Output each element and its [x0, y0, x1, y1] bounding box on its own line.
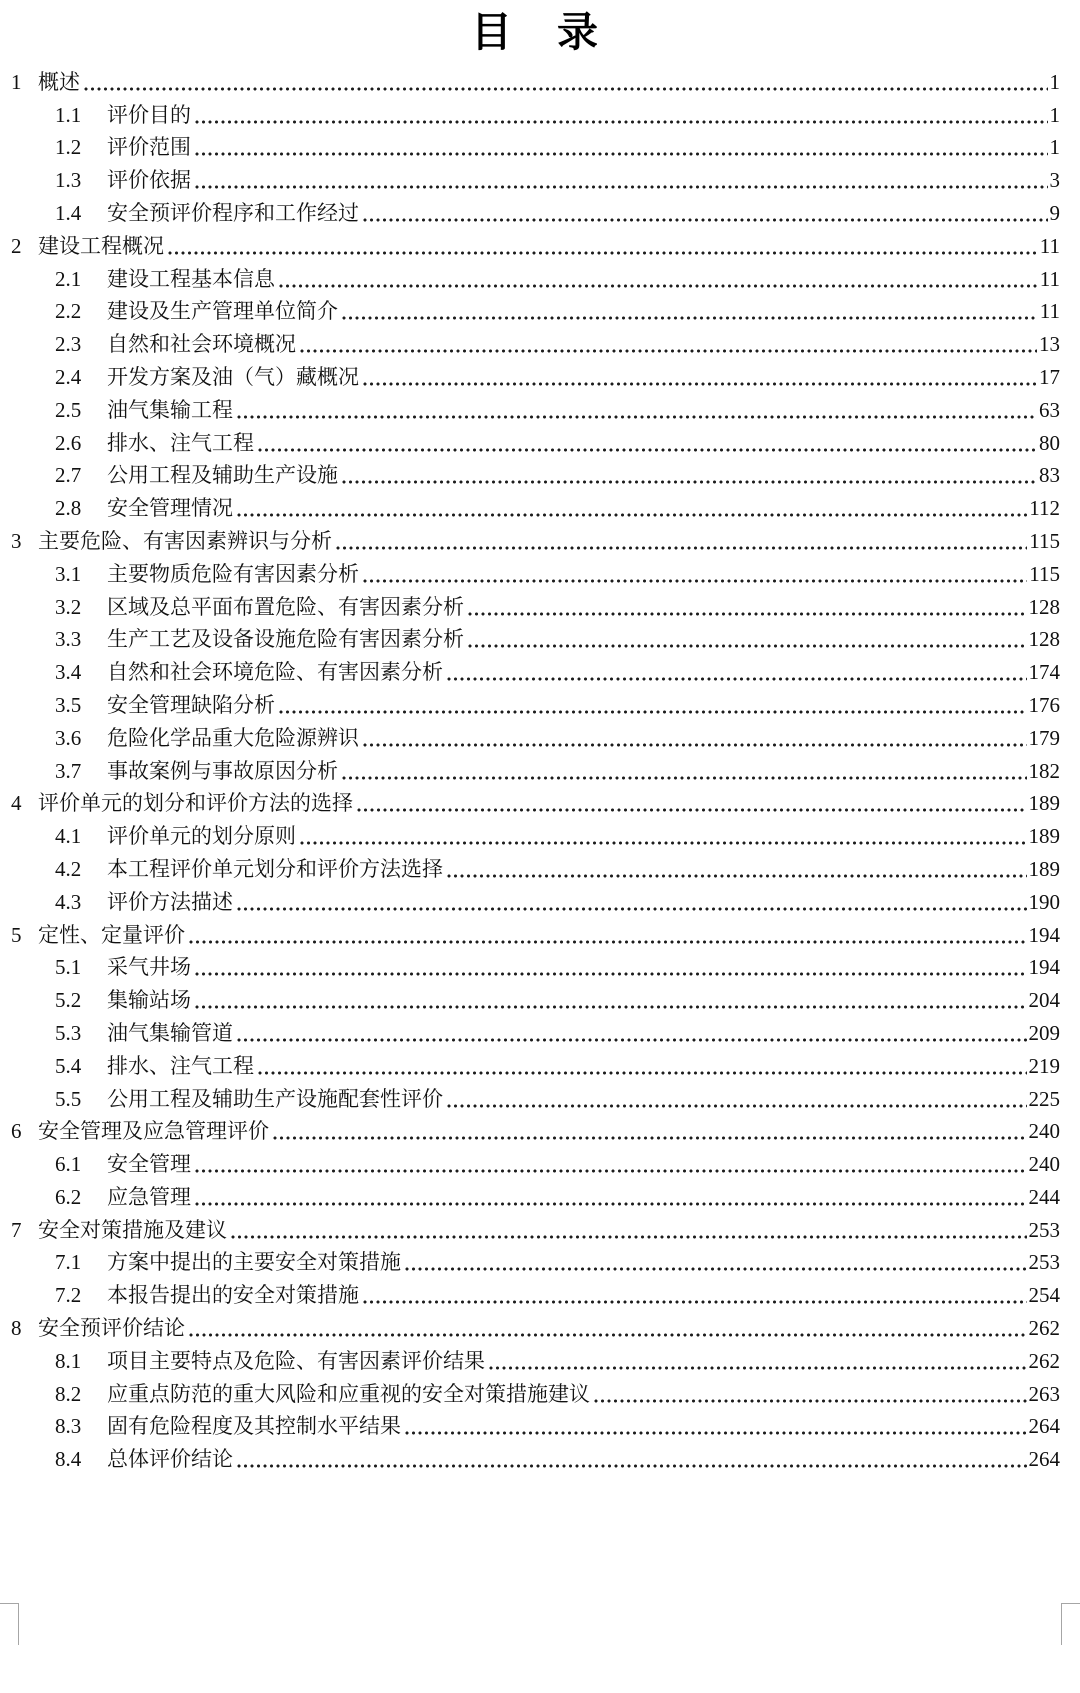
dot-leader — [447, 676, 1027, 682]
dot-leader — [300, 348, 1037, 354]
toc-entry-number: 5 — [11, 922, 22, 947]
toc-entry-title: 主要危险、有害因素辨识与分析 — [38, 528, 332, 553]
toc-entry[interactable] — [11, 129, 1060, 162]
dot-leader — [363, 578, 1027, 584]
toc-entry-number: 8.3 — [55, 1414, 82, 1439]
toc-entry-page: 254 — [1028, 1283, 1060, 1308]
table-of-contents — [11, 63, 1060, 1473]
toc-entry-title: 事故案例与事故原因分析 — [107, 758, 338, 783]
toc-entry-number: 2.6 — [55, 430, 82, 455]
toc-entry-title: 评价依据 — [107, 168, 191, 193]
toc-entry-number: 2.1 — [55, 266, 82, 291]
dot-leader — [357, 807, 1027, 813]
toc-entry-title: 评价单元的划分原则 — [107, 824, 296, 849]
toc-entry-number: 3.2 — [55, 594, 82, 619]
toc-entry-number: 8.4 — [55, 1447, 82, 1472]
toc-entry-number: 3.3 — [55, 627, 82, 652]
toc-entry-page: 11 — [1039, 299, 1060, 324]
toc-entry-page: 225 — [1028, 1086, 1060, 1111]
toc-entry[interactable] — [11, 161, 1060, 194]
toc-entry-page: 209 — [1028, 1020, 1060, 1045]
toc-entry[interactable] — [11, 817, 1060, 850]
toc-entry-title: 安全预评价结论 — [38, 1316, 185, 1341]
toc-entry[interactable] — [11, 358, 1060, 391]
toc-entry[interactable] — [11, 1178, 1060, 1211]
dot-leader — [300, 840, 1027, 846]
dot-leader — [195, 119, 1048, 125]
toc-entry[interactable] — [11, 63, 1060, 96]
dot-leader — [447, 873, 1027, 879]
toc-entry-number: 2 — [11, 233, 22, 258]
toc-entry[interactable] — [11, 1080, 1060, 1113]
toc-entry-number: 1.3 — [55, 168, 82, 193]
toc-entry[interactable] — [11, 1276, 1060, 1309]
toc-entry[interactable] — [11, 457, 1060, 490]
dot-leader — [237, 414, 1037, 420]
toc-entry-page: 63 — [1039, 397, 1060, 422]
toc-entry-number: 2.2 — [55, 299, 82, 324]
toc-entry-title: 生产工艺及设备设施危险有害因素分析 — [107, 627, 464, 652]
toc-entry-title: 定性、定量评价 — [38, 922, 185, 947]
dot-leader — [258, 1070, 1027, 1076]
dot-leader — [336, 545, 1027, 551]
dot-leader — [237, 906, 1027, 912]
toc-entry-number: 8 — [11, 1316, 22, 1341]
toc-entry-title: 评价单元的划分和评价方法的选择 — [38, 791, 353, 816]
toc-entry-number: 1.4 — [55, 200, 82, 225]
toc-entry[interactable] — [11, 1211, 1060, 1244]
toc-entry-page: 9 — [1049, 200, 1060, 225]
dot-leader — [363, 742, 1027, 748]
toc-entry-title: 应急管理 — [107, 1184, 191, 1209]
toc-entry-number: 1.1 — [55, 102, 82, 127]
toc-entry[interactable] — [11, 1408, 1060, 1441]
dot-leader — [405, 1266, 1027, 1272]
dot-leader — [363, 381, 1037, 387]
dot-leader — [237, 1037, 1027, 1043]
dot-leader — [195, 184, 1048, 190]
toc-entry-title: 固有危险程度及其控制水平结果 — [107, 1414, 401, 1439]
dot-leader — [195, 1168, 1027, 1174]
toc-entry-page: 83 — [1039, 463, 1060, 488]
toc-entry-number: 3 — [11, 528, 22, 553]
toc-entry-page: 240 — [1028, 1152, 1060, 1177]
toc-entry-title: 油气集输工程 — [107, 397, 233, 422]
toc-entry[interactable] — [11, 522, 1060, 555]
toc-entry-page: 1 — [1049, 102, 1060, 127]
dot-leader — [489, 1365, 1027, 1371]
toc-entry-number: 2.4 — [55, 364, 82, 389]
toc-entry-title: 评价目的 — [107, 102, 191, 127]
dot-leader — [342, 315, 1038, 321]
toc-entry-number: 4.3 — [55, 889, 82, 914]
toc-entry[interactable] — [11, 1342, 1060, 1375]
toc-entry-title: 公用工程及辅助生产设施 — [107, 463, 338, 488]
toc-entry-title: 建设及生产管理单位简介 — [107, 299, 338, 324]
dot-leader — [189, 1332, 1027, 1338]
dot-leader — [447, 1103, 1027, 1109]
toc-entry-page: 11 — [1039, 266, 1060, 291]
toc-entry[interactable] — [11, 1145, 1060, 1178]
toc-entry-page: 174 — [1028, 660, 1060, 685]
toc-entry-number: 1.2 — [55, 135, 82, 160]
dot-leader — [195, 151, 1048, 157]
toc-entry-title: 安全管理缺陷分析 — [107, 692, 275, 717]
toc-entry-page: 189 — [1028, 824, 1060, 849]
toc-entry[interactable] — [11, 1244, 1060, 1277]
page-title: 目 录 — [471, 9, 600, 55]
toc-entry-number: 7.1 — [55, 1250, 82, 1275]
toc-entry-page: 80 — [1039, 430, 1060, 455]
toc-entry-title: 安全对策措施及建议 — [38, 1217, 227, 1242]
toc-entry-title: 公用工程及辅助生产设施配套性评价 — [107, 1086, 443, 1111]
toc-entry-page: 182 — [1028, 758, 1060, 783]
toc-entry-title: 排水、注气工程 — [107, 430, 254, 455]
toc-entry-page: 11 — [1039, 233, 1060, 258]
dot-leader — [363, 1299, 1027, 1305]
toc-entry-number: 3.1 — [55, 561, 82, 586]
toc-entry-number: 6.1 — [55, 1152, 82, 1177]
toc-entry-number: 3.4 — [55, 660, 82, 685]
toc-entry-title: 评价方法描述 — [107, 889, 233, 914]
toc-entry-page: 1 — [1049, 135, 1060, 160]
toc-entry[interactable] — [11, 325, 1060, 358]
dot-leader — [84, 86, 1048, 92]
toc-entry-page: 17 — [1039, 364, 1060, 389]
dot-leader — [468, 611, 1027, 617]
toc-entry-page: 176 — [1028, 692, 1060, 717]
toc-entry[interactable] — [11, 227, 1060, 260]
toc-entry[interactable] — [11, 719, 1060, 752]
toc-entry[interactable] — [11, 1014, 1060, 1047]
toc-entry[interactable] — [11, 391, 1060, 424]
toc-entry-number: 5.3 — [55, 1020, 82, 1045]
toc-entry[interactable] — [11, 588, 1060, 621]
toc-entry-title: 排水、注气工程 — [107, 1053, 254, 1078]
toc-entry-number: 5.2 — [55, 988, 82, 1013]
toc-entry[interactable] — [11, 916, 1060, 949]
dot-leader — [195, 1201, 1027, 1207]
toc-entry[interactable] — [11, 981, 1060, 1014]
toc-entry-title: 采气井场 — [107, 955, 191, 980]
dot-leader — [168, 250, 1038, 256]
toc-entry[interactable] — [11, 1113, 1060, 1146]
toc-entry-page: 194 — [1028, 955, 1060, 980]
toc-entry-number: 4.1 — [55, 824, 82, 849]
toc-entry-page: 13 — [1039, 332, 1060, 357]
toc-entry[interactable] — [11, 424, 1060, 457]
dot-leader — [195, 971, 1027, 977]
toc-entry-page: 244 — [1028, 1184, 1060, 1209]
toc-entry-number: 5.4 — [55, 1053, 82, 1078]
toc-entry-number: 1 — [11, 69, 22, 94]
dot-leader — [279, 709, 1027, 715]
toc-entry-number: 2.7 — [55, 463, 82, 488]
toc-entry[interactable] — [11, 1375, 1060, 1408]
toc-entry-page: 115 — [1029, 561, 1060, 586]
toc-entry-page: 189 — [1028, 791, 1060, 816]
toc-entry-page: 112 — [1029, 496, 1060, 521]
toc-entry-title: 应重点防范的重大风险和应重视的安全对策措施建议 — [107, 1381, 590, 1406]
toc-entry-number: 5.1 — [55, 955, 82, 980]
dot-leader — [594, 1398, 1027, 1404]
toc-entry-title: 建设工程概况 — [38, 233, 164, 258]
toc-entry-number: 2.8 — [55, 496, 82, 521]
toc-entry-number: 3.5 — [55, 692, 82, 717]
toc-entry-page: 128 — [1028, 594, 1060, 619]
toc-entry-title: 油气集输管道 — [107, 1020, 233, 1045]
dot-leader — [342, 775, 1027, 781]
toc-entry-number: 2.5 — [55, 397, 82, 422]
toc-entry-title: 总体评价结论 — [107, 1447, 233, 1472]
toc-entry-title: 安全预评价程序和工作经过 — [107, 200, 359, 225]
toc-entry-page: 219 — [1028, 1053, 1060, 1078]
toc-entry-title: 主要物质危险有害因素分析 — [107, 561, 359, 586]
toc-entry[interactable] — [11, 686, 1060, 719]
toc-entry[interactable] — [11, 1309, 1060, 1342]
toc-entry-title: 评价范围 — [107, 135, 191, 160]
toc-entry-page: 264 — [1028, 1447, 1060, 1472]
toc-entry-page: 262 — [1028, 1316, 1060, 1341]
toc-entry-title: 危险化学品重大危险源辨识 — [107, 725, 359, 750]
toc-entry[interactable] — [11, 621, 1060, 654]
dot-leader — [231, 1234, 1027, 1240]
toc-entry-number: 4 — [11, 791, 22, 816]
toc-entry[interactable] — [11, 653, 1060, 686]
dot-leader — [279, 283, 1038, 289]
toc-entry-page: 204 — [1028, 988, 1060, 1013]
dot-leader — [405, 1430, 1027, 1436]
toc-entry-title: 自然和社会环境概况 — [107, 332, 296, 357]
toc-entry[interactable] — [11, 194, 1060, 227]
toc-entry-title: 安全管理情况 — [107, 496, 233, 521]
toc-entry-number: 6.2 — [55, 1184, 82, 1209]
toc-entry-page: 128 — [1028, 627, 1060, 652]
toc-entry[interactable] — [11, 949, 1060, 982]
toc-entry[interactable] — [11, 1440, 1060, 1473]
toc-entry-page: 262 — [1028, 1348, 1060, 1373]
toc-entry-title: 安全管理 — [107, 1152, 191, 1177]
dot-leader — [468, 643, 1027, 649]
dot-leader — [237, 1463, 1027, 1469]
toc-entry-title: 区域及总平面布置危险、有害因素分析 — [107, 594, 464, 619]
toc-entry[interactable] — [11, 850, 1060, 883]
text-boundary-mark-left — [0, 1603, 19, 1645]
toc-entry-title: 建设工程基本信息 — [107, 266, 275, 291]
toc-entry-title: 项目主要特点及危险、有害因素评价结果 — [107, 1348, 485, 1373]
toc-entry[interactable] — [11, 96, 1060, 129]
toc-entry-page: 115 — [1029, 528, 1060, 553]
toc-entry-title: 概述 — [38, 69, 80, 94]
toc-entry[interactable] — [11, 293, 1060, 326]
toc-entry[interactable] — [11, 752, 1060, 785]
toc-entry-page: 194 — [1028, 922, 1060, 947]
toc-entry[interactable] — [11, 260, 1060, 293]
dot-leader — [195, 1004, 1027, 1010]
toc-entry-number: 7.2 — [55, 1283, 82, 1308]
toc-entry-title: 开发方案及油（气）藏概况 — [107, 364, 359, 389]
toc-entry-page: 190 — [1028, 889, 1060, 914]
toc-entry-number: 8.2 — [55, 1381, 82, 1406]
toc-entry-page: 179 — [1028, 725, 1060, 750]
toc-entry-page: 189 — [1028, 856, 1060, 881]
toc-entry-number: 7 — [11, 1217, 22, 1242]
toc-entry-number: 8.1 — [55, 1348, 82, 1373]
dot-leader — [237, 512, 1027, 518]
toc-entry-title: 本工程评价单元划分和评价方法选择 — [107, 856, 443, 881]
toc-entry-title: 自然和社会环境危险、有害因素分析 — [107, 660, 443, 685]
toc-entry-number: 3.7 — [55, 758, 82, 783]
toc-entry-number: 5.5 — [55, 1086, 82, 1111]
toc-entry[interactable] — [11, 555, 1060, 588]
toc-entry[interactable] — [11, 785, 1060, 818]
toc-entry-title: 集输站场 — [107, 988, 191, 1013]
dot-leader — [342, 479, 1037, 485]
dot-leader — [363, 217, 1048, 223]
toc-entry-page: 253 — [1028, 1217, 1060, 1242]
toc-entry-page: 264 — [1028, 1414, 1060, 1439]
toc-entry-number: 4.2 — [55, 856, 82, 881]
toc-entry-page: 240 — [1028, 1119, 1060, 1144]
toc-entry-title: 方案中提出的主要安全对策措施 — [107, 1250, 401, 1275]
toc-entry-number: 2.3 — [55, 332, 82, 357]
dot-leader — [189, 939, 1027, 945]
toc-entry-page: 253 — [1028, 1250, 1060, 1275]
dot-leader — [273, 1135, 1027, 1141]
toc-entry[interactable] — [11, 489, 1060, 522]
toc-entry-title: 本报告提出的安全对策措施 — [107, 1283, 359, 1308]
toc-entry-page: 1 — [1049, 69, 1060, 94]
toc-entry-page: 3 — [1049, 168, 1060, 193]
toc-entry-number: 6 — [11, 1119, 22, 1144]
dot-leader — [258, 447, 1037, 453]
toc-entry[interactable] — [11, 1047, 1060, 1080]
toc-entry-number: 3.6 — [55, 725, 82, 750]
toc-entry-page: 263 — [1028, 1381, 1060, 1406]
text-boundary-mark-right — [1061, 1603, 1080, 1645]
toc-entry[interactable] — [11, 883, 1060, 916]
toc-entry-title: 安全管理及应急管理评价 — [38, 1119, 269, 1144]
